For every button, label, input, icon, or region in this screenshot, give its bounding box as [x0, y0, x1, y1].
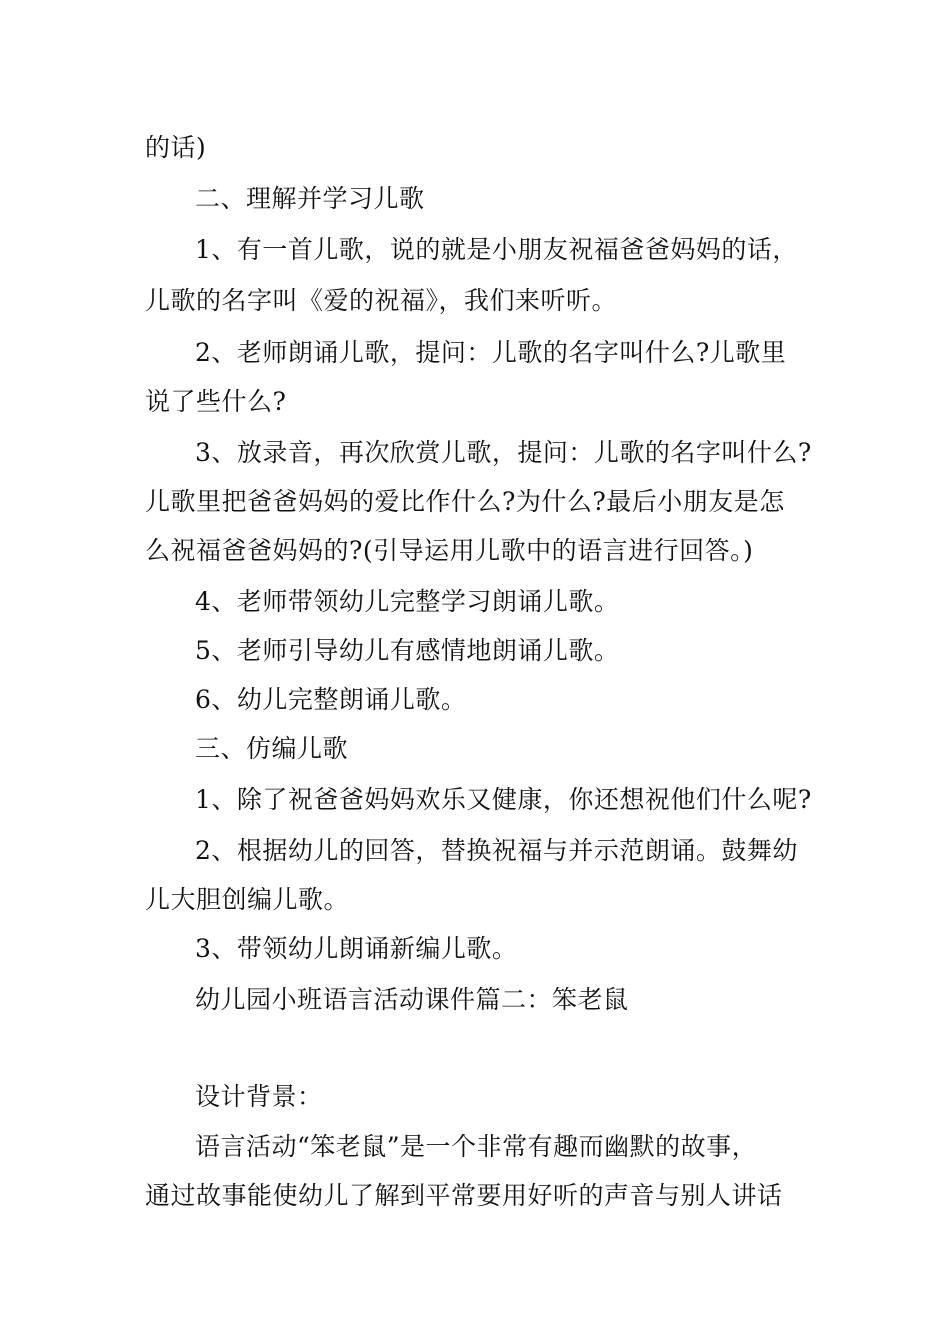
text-line: 5、老师引导幼儿有感情地朗诵儿歌。 [195, 636, 620, 665]
text-line: 3、放录音，再次欣赏儿歌，提问：儿歌的名字叫什么? [195, 438, 812, 467]
section-heading: 三、仿编儿歌 [195, 734, 349, 763]
text-line: 儿歌里把爸爸妈妈的爱比作什么?为什么?最后小朋友是怎 [145, 487, 785, 516]
section-heading: 设计背景： [195, 1082, 323, 1111]
text-line: 通过故事能使幼儿了解到平常要用好听的声音与别人讲话 [145, 1181, 783, 1210]
text-line: 么祝福爸爸妈妈的?(引导运用儿歌中的语言进行回答。) [145, 536, 754, 565]
text-line: 儿歌的名字叫《爱的祝福》，我们来听听。 [145, 286, 618, 315]
section-heading: 二、理解并学习儿歌 [195, 184, 425, 213]
text-line: 4、老师带领幼儿完整学习朗诵儿歌。 [195, 587, 620, 616]
text-line: 6、幼儿完整朗诵儿歌。 [195, 685, 467, 714]
text-line: 1、有一首儿歌，说的就是小朋友祝福爸爸妈妈的话， [195, 235, 798, 264]
text-line: 1、除了祝爸爸妈妈欢乐又健康，你还想祝他们什么呢? [195, 785, 812, 814]
text-line: 2、根据幼儿的回答，替换祝福与并示范朗诵。鼓舞幼 [195, 836, 798, 865]
text-line: 3、带领幼儿朗诵新编儿歌。 [195, 934, 518, 963]
text-line: 语言活动“笨老鼠”是一个非常有趣而幽默的故事， [195, 1132, 758, 1161]
article-title: 幼儿园小班语言活动课件篇二：笨老鼠 [195, 985, 629, 1014]
text-line: 儿大胆创编儿歌。 [145, 885, 350, 914]
text-line: 2、老师朗诵儿歌，提问：儿歌的名字叫什么?儿歌里 [195, 338, 787, 367]
text-line: 的话) [145, 133, 207, 162]
text-line: 说了些什么? [145, 387, 287, 416]
